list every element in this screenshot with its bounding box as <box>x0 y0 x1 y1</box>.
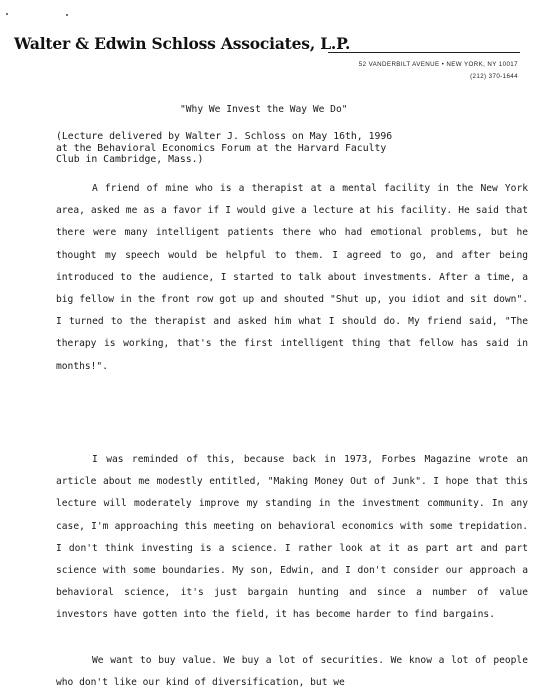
letterhead-rule <box>328 52 520 53</box>
document-title: "Why We Invest the Way We Do" <box>180 104 348 115</box>
company-name: Walter & Edwin Schloss Associates, L.P. <box>14 34 351 53</box>
lecture-intro: (Lecture delivered by Walter J. Schloss on May 16th, 1996 at the Behavioral Economics Forum at the Harvard Faculty Club in Cambridge, Mass.) <box>56 131 393 165</box>
company-phone: (212) 370-1644 <box>470 73 518 80</box>
paragraph-2: I was reminded of this, because back in 1973, Forbes Magazine wrote an article about me modestly entitled, "Making Money Out of Junk". I hope that this lecture will moderately improve my standing in the investment community. In any case, I'm approaching this meeting on behavioral economics with some trepidation. I don't think investing is a science. I rather look at it as part art and part science with some boundaries. My son, Edwin, and I don't consider our approach a behavioral science, it's just bargain hunting and since a number of value investors have gotten into the field, it has become harder to find bargains. <box>56 454 528 621</box>
paragraph-1: A friend of mine who is a therapist at a mental facility in the New York area, asked me as a favor if I would give a lecture at his facility. He said that there were many intelligent patients there who had emotional problems, but he thought my speech would be helpful to them. I agreed to go, and after being introduced to the audience, I started to talk about investments. After a time, a big fellow in the front row got up and shouted "Shut up, you idiot and sit down". I turned to the therapist and asked him what I should do. My friend said, "The therapy is working, that's the first intelligent thing that fellow has said in months!". <box>56 183 528 372</box>
scan-speck <box>6 13 8 15</box>
scan-speck <box>66 14 68 16</box>
paragraph-3: We want to buy value. We buy a lot of securities. We know a lot of people who don't like our kind of diversification, but we <box>56 655 528 689</box>
company-address: 52 VANDERBILT AVENUE • NEW YORK, NY 10017 <box>358 61 518 68</box>
